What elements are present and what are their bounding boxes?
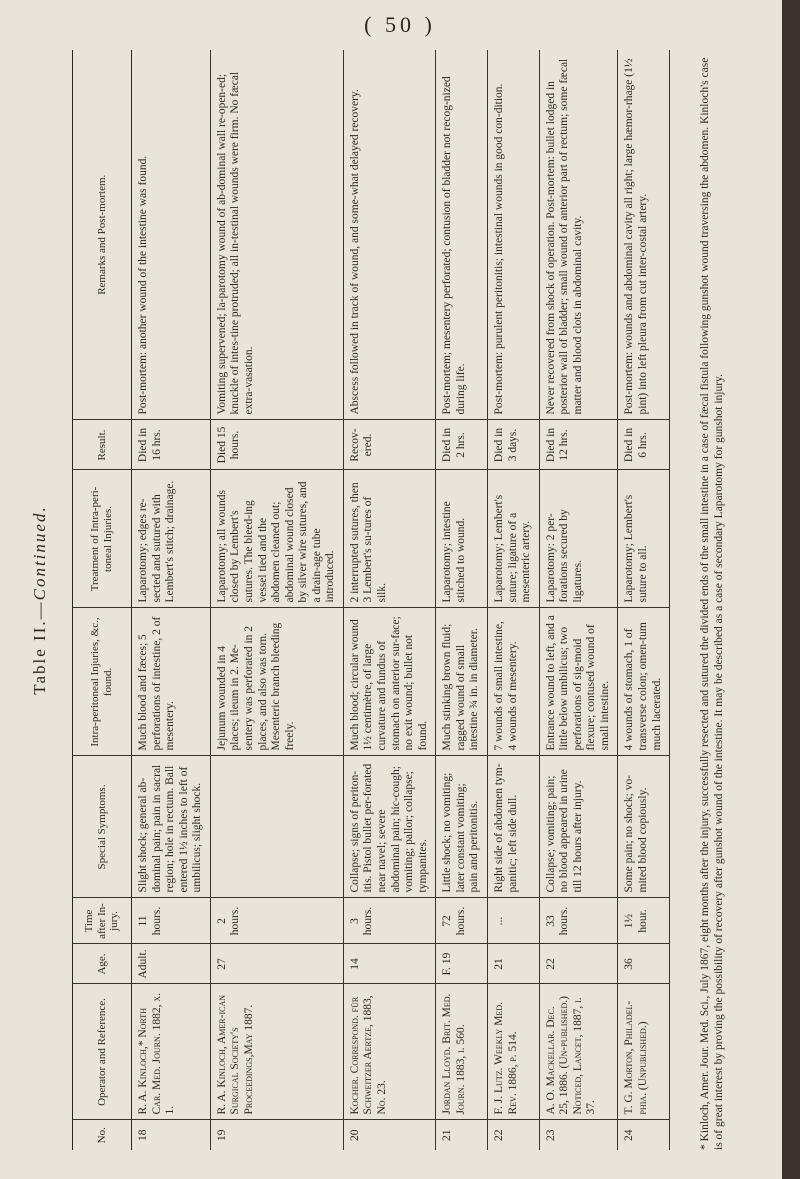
cell-injuries: 7 wounds of small intestine, 4 wounds of mesentery.	[487, 608, 539, 756]
cell-operator: F. J. Lutz. Weekly Med. Rev. 1886, p. 514.	[487, 984, 539, 1120]
cell-age: Adult.	[132, 944, 211, 984]
header-operator: Operator and Reference.	[73, 984, 132, 1120]
header-treatment: Treatment of Intra-peri-toneal Injuries.	[73, 470, 132, 608]
cell-remarks: Vomiting supervened; la-parotomy wound of ab-dominal wall re-open-ed; knuckle of intes-tine protruded; all in-testinal wounds were firm. No fæcal extra-vasation.	[210, 50, 343, 420]
cell-age: 27	[210, 944, 343, 984]
cell-no: 24	[618, 1120, 670, 1150]
cell-injuries: 4 wounds of stomach, 1 of transverse colon; omen-tum much lacerated.	[618, 608, 670, 756]
cell-operator: Jordan Lloyd. Brit. Med. Journ. 1883, i. 560.	[436, 984, 488, 1120]
cell-result: Died in 2 hrs.	[436, 420, 488, 470]
cell-age: F. 19	[436, 944, 488, 984]
header-remarks: Remarks and Post-mortem.	[73, 50, 132, 420]
table-header-row	[73, 50, 132, 1150]
table-title-continued: Continued.	[30, 505, 49, 601]
cell-result: Died in 12 hrs.	[539, 420, 618, 470]
table-row	[132, 50, 211, 1150]
cell-result: Recov-ered.	[343, 420, 435, 470]
cell-operator: T. G. Morton, Philadel-phia. (Unpublished.)	[618, 984, 670, 1120]
cell-treatment: Laparotomy; Lembert's suture to all.	[618, 470, 670, 608]
cell-age: 36	[618, 944, 670, 984]
cell-injuries: Much blood and fæces; 5 perforations of intestine, 2 of mesentery.	[132, 608, 211, 756]
table-row	[618, 50, 670, 1150]
cell-symptoms: Some pain; no shock; vo-mited blood copiously.	[618, 756, 670, 898]
table-row	[436, 50, 488, 1150]
table-row	[210, 50, 343, 1150]
table-title	[30, 50, 64, 1150]
header-result: Result.	[73, 420, 132, 470]
cell-remarks: Post-mortem: another wound of the intestine was found.	[132, 50, 211, 420]
header-no: No.	[73, 1120, 132, 1150]
rotated-table-page	[30, 50, 790, 1150]
cell-symptoms: Slight shock; general ab-dominal pain; pain in sacral region; hole in rectum. Ball entered 1½ inches to left of umbilicus; slight shock.	[132, 756, 211, 898]
cell-treatment: Laparotomy; all wounds closed by Lembert's sutures. The bleed-ing vessel tied and the abdomen cleaned out; abdominal wound closed by silver wire sutures, and a drain-age tube introduced.	[210, 470, 343, 608]
cell-time: 3 hours.	[343, 898, 435, 944]
cell-result: Died in 6 hrs.	[618, 420, 670, 470]
cell-no: 18	[132, 1120, 211, 1150]
cell-treatment: Laparotomy; intestine stitched to wound.	[436, 470, 488, 608]
cell-remarks: Post-mortem: wounds and abdominal cavity all right; large hæmor-rhage (1½ pint) into left pleura from cut inter-costal artery.	[618, 50, 670, 420]
cell-time: 33 hours.	[539, 898, 618, 944]
cell-injuries: Much stinking brown fluid; ragged wound of small intestine ¾ in. in diameter.	[436, 608, 488, 756]
cell-time: 72 hours.	[436, 898, 488, 944]
cell-injuries: Much blood; circular wound 1½ centimètre, of large curvature and fundus of stomach on anterior sur-face; no exit wound; bullet not found.	[343, 608, 435, 756]
cell-result: Died in 3 days.	[487, 420, 539, 470]
cell-no: 20	[343, 1120, 435, 1150]
cell-treatment: Laparotomy; Lembert's suture; ligature of a mesenteric artery.	[487, 470, 539, 608]
cell-symptoms	[210, 756, 343, 898]
cell-operator: R. A. Kinloch, Amer-ican Surgical Society's Proceedings,May 1887.	[210, 984, 343, 1120]
cell-age: 21	[487, 944, 539, 984]
table-row	[343, 50, 435, 1150]
cell-time: 1½ hour.	[618, 898, 670, 944]
table-row	[539, 50, 618, 1150]
cell-injuries: Jejunum wounded in 4 places; ileum in 2. Me-sentery was perforated in 2 places, and also was torn. Mesenteric branch bleeding freely.	[210, 608, 343, 756]
cell-time: 2 hours.	[210, 898, 343, 944]
footnote: * Kinloch, Amer. Jour. Med. Sci., July 1867, eight months after the injury, successfully resected and sutured the divided ends of the small intestine in a case of fæcal fistula following gunshot wound traversing the abdomen. Kinloch's case is of great interest by proving the possibility of recovery after gunshot wound of the intestine. It may be described as a case of secondary Laparotomy for gunshot injury.	[699, 57, 726, 1150]
header-injuries-found: Intra-peritoneal Injuries, &c., found.	[73, 608, 132, 756]
cell-treatment: Laparotomy: 2 per-forations secured by ligatures.	[539, 470, 618, 608]
cell-symptoms: Collapse; vomiting; pain; no blood appeared in urine till 12 hours after injury.	[539, 756, 618, 898]
cell-age: 14	[343, 944, 435, 984]
cell-injuries: Entrance wound to left, and a little below umbilicus; two perforations of sig-moid flexure; contused wound of small intestine.	[539, 608, 618, 756]
casualty-table	[72, 50, 670, 1150]
cell-result: Died in 16 hrs.	[132, 420, 211, 470]
cell-result: Died 15 hours.	[210, 420, 343, 470]
cell-treatment: 2 interrupted sutures, then 3 Lembert's su-tures of silk.	[343, 470, 435, 608]
cell-time: 11 hours.	[132, 898, 211, 944]
cell-age: 22	[539, 944, 618, 984]
cell-time: ...	[487, 898, 539, 944]
cell-remarks: Abscess followed in track of wound, and some-what delayed recovery.	[343, 50, 435, 420]
cell-remarks: Never recovered from shock of operation. Post-mortem: bullet lodged in posterior wall of bladder; small wound of anterior part of rectum; some fæcal matter and blood clots in abdominal cavity.	[539, 50, 618, 420]
cell-operator: Kocher. Correspond. für Schweitzer Aertze, 1883, No. 23.	[343, 984, 435, 1120]
cell-treatment: Laparotomy; edges re-sected and sutured with Lembert's stitch; drainage.	[132, 470, 211, 608]
cell-no: 23	[539, 1120, 618, 1150]
cell-symptoms: Collapse; signs of periton-itis. Pistol bullet per-forated near navel; severe abdominal pain; hic-cough; vomiting; pallor; collapse; tympanites.	[343, 756, 435, 898]
page-number: ( 50 )	[364, 12, 436, 37]
header-special-symptoms: Special Symptoms.	[73, 756, 132, 898]
cell-no: 22	[487, 1120, 539, 1150]
cell-operator: R. A. Kinloch,* North Car. Med. Journ. 1882, x. 1.	[132, 984, 211, 1120]
cell-remarks: Post-mortem: purulent peritonitis; intestinal wounds in good con-dition.	[487, 50, 539, 420]
table-title-main: Table II.—	[30, 600, 49, 695]
cell-no: 19	[210, 1120, 343, 1150]
cell-no: 21	[436, 1120, 488, 1150]
header-time-after-injury: Time after In-jury.	[73, 898, 132, 944]
table-row	[487, 50, 539, 1150]
cell-symptoms: Right side of abdomen tym-panitic; left side dull.	[487, 756, 539, 898]
cell-remarks: Post-mortem; mesentery perforated; contusion of bladder not recog-nized during life.	[436, 50, 488, 420]
header-age: Age.	[73, 944, 132, 984]
cell-symptoms: Little shock; no vomiting; later constant vomiting; pain and peritonitis.	[436, 756, 488, 898]
cell-operator: A. O. Mackellar. Dec. 25, 1886. (Un-published.) Noticed, Lancet, 1887, i. 37.	[539, 984, 618, 1120]
